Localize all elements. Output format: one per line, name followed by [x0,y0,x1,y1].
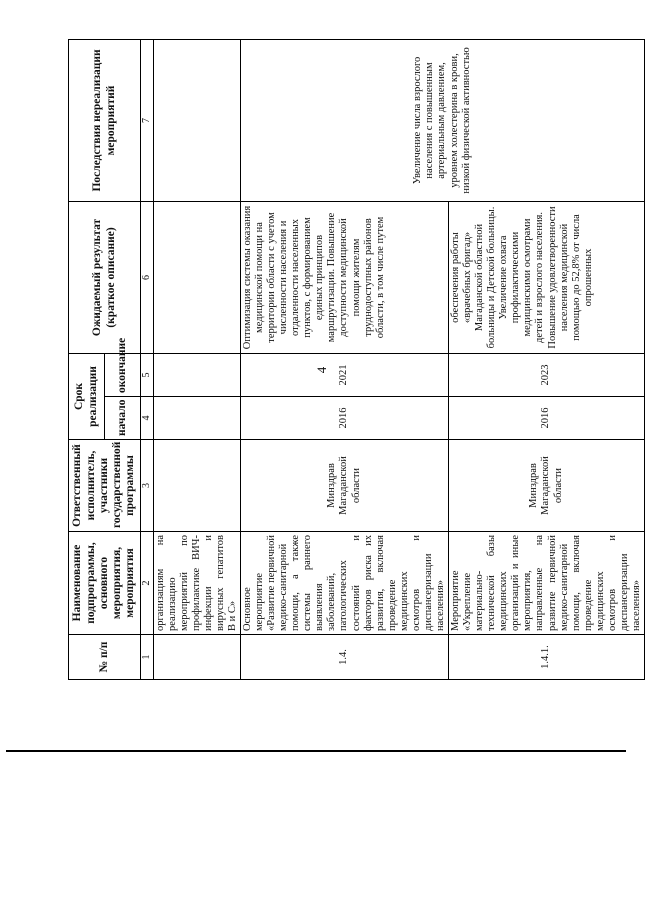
column-number-row [141,39,154,679]
row-executor [153,440,240,532]
row-name: организациям на реализацию мероприятий по профилактике ВИЧ-инфекции и вирусных гепатитов В и С» [153,532,240,635]
table-row [153,39,240,679]
header-row-top [69,39,105,679]
row-consequence [153,39,240,201]
row-num [153,635,240,680]
program-table [68,39,645,680]
row-result: Оптимизация системы оказания медицинской помощи на территории области с учетом численности населения и отдаленности населенных пунктов, с формированием единых принципов маршрутизации. Повышение доступности медицинской помощи жителям труднодоступных районов области, в том числе путем [240,201,448,353]
header-name: Наименование подпрограммы, основного мероприятия, мероприятия [69,532,141,635]
header-start: начало [105,397,141,440]
row-start: 2016 [240,397,448,440]
header-num: № п/п [69,635,141,680]
row-start: 2016 [449,397,645,440]
column-number: 7 [141,39,154,201]
column-number: 1 [141,635,154,680]
row-result: обеспечения работы «врачебных бригад» Магаданской областной больницы и Детской больницы. Увеличение охвата профилактическими медицинскими осмотрами детей и взрослого населения. Повышение удовлетворенности населения медицинской помощью до 52,8% от числа опрошенных [449,201,645,353]
row-end [153,353,240,396]
row-end: 2023 [449,353,645,396]
header-executor: Ответственный исполнитель, участники государственной программы [69,440,141,532]
rotated-table-wrapper [68,40,642,680]
row-num: 1.4. [240,635,448,680]
column-number: 4 [141,397,154,440]
column-number: 3 [141,440,154,532]
row-executor: Минздрав Магаданской области [449,440,645,532]
row-name: Основное мероприятие «Развитие первичной медико-санитарной помощи, а также системы раннего выявления заболеваний, патологических состояний и факторов риска их развития, включая проведение медицинских осмотров и диспансеризации населения» [240,532,448,635]
header-consequence: Последствия нереализации мероприятий [69,39,141,201]
header-period: Срок реализации [69,353,105,439]
row-start [153,397,240,440]
row-consequence: Увеличение числа взрослого населения с повышенным артериальным давлением, уровнем холестерина в крови, низкой физической активностью [240,39,644,201]
page-number: 4 [314,366,329,374]
row-result [153,201,240,353]
column-number: 2 [141,532,154,635]
header-result: Ожидаемый результат (краткое описание) [69,201,141,353]
row-name: Мероприятие «Укрепление материально-технической базы медицинских организаций и иные мероприятия, направленные на развитие первичной медико-санитарной помощи, включая проведение медицинских осмотров и диспансеризации населения» [449,532,645,635]
page-divider-line [6,750,626,752]
column-number: 6 [141,201,154,353]
header-end: окончание [105,353,141,396]
row-end: 2021 [240,353,448,396]
row-num: 1.4.1. [449,635,645,680]
table-row [240,39,448,679]
row-executor: Минздрав Магаданской области [240,440,448,532]
column-number: 5 [141,353,154,396]
